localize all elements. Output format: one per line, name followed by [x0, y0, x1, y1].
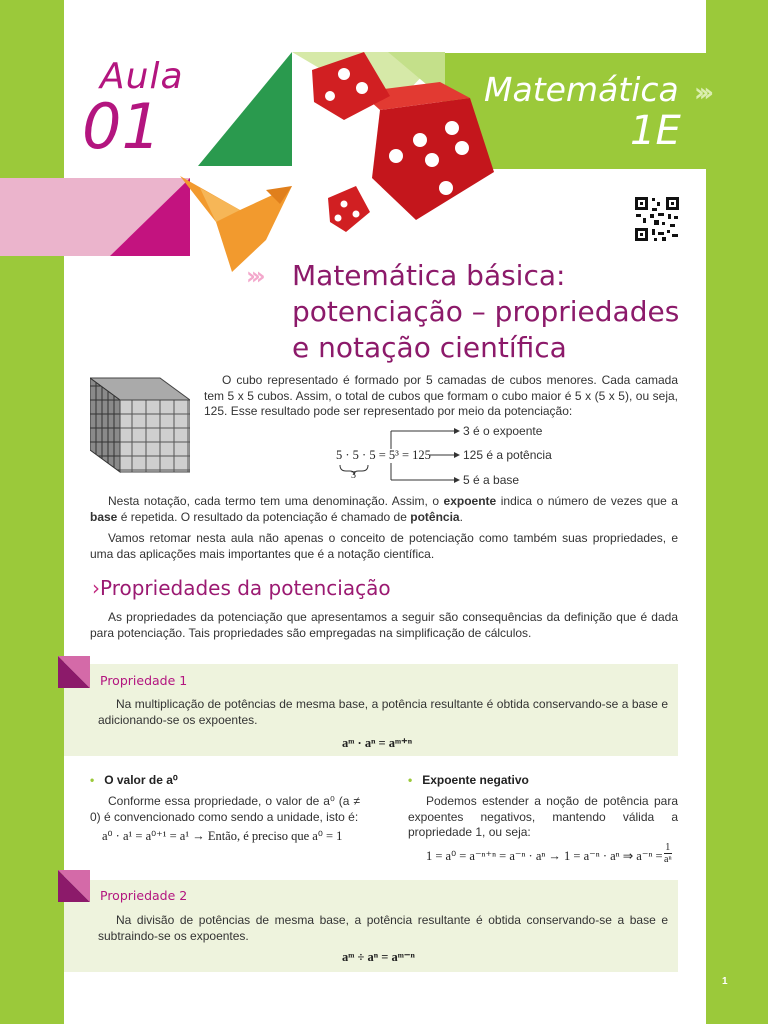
- propriedade-2-text: Na divisão de potências de mesma base, a potência resultante é obtida conservando-se a base e subtraindo-se os expoentes.: [98, 913, 668, 943]
- bullet-right-formula: 1 = a⁰ = a⁻ⁿ⁺ⁿ = a⁻ⁿ · aⁿ → 1 = a⁻ⁿ · aⁿ ⇒ a⁻ⁿ =: [426, 849, 663, 863]
- notation-term-base: base: [90, 509, 118, 524]
- cube-illustration: [90, 372, 190, 474]
- fraction-numerator: 1: [665, 842, 671, 853]
- bullet-right-text: Podemos estender a noção de potência para expoentes negativos, mantendo válida a propriedade 1, ou seja:: [408, 794, 678, 839]
- power-diagram-arrows: [336, 425, 466, 491]
- section-chevron-icon: ›: [92, 576, 100, 600]
- lesson-title-line-2: potenciação – propriedades: [292, 295, 680, 328]
- lesson-label: Aula: [100, 56, 184, 97]
- magenta-triangle: [110, 178, 190, 256]
- propriedade-2-marker-icon: [58, 870, 90, 902]
- lesson-title-line-3: e notação científica: [292, 331, 567, 364]
- lesson-number: 01: [82, 90, 161, 163]
- subject-title: Matemática: [484, 70, 679, 109]
- notation-text-3: é repetida. O resultado da potenciação é chamado de: [117, 509, 411, 524]
- bullet-left-heading: [90, 773, 178, 789]
- section-heading: [92, 576, 391, 600]
- bullet-right-heading: [408, 773, 529, 789]
- green-triangle: [198, 52, 292, 166]
- subject-code: 1E: [630, 108, 681, 154]
- page-number: 1: [722, 976, 728, 987]
- notation-text-1: Nesta notação, cada termo tem uma denominação. Assim, o: [108, 494, 444, 508]
- bullet-right-fraction: [664, 842, 672, 865]
- intro-paragraph: O cubo representado é formado por 5 camadas de cubos menores. Cada camada tem 5 x 5 cubos. Assim, o total de cubos que formam o cubo maior é 5 x (5 x 5), ou seja, 125. Esse resultado pode ser representado por meio da potenciação:: [204, 373, 678, 418]
- fraction-denominator: aⁿ: [664, 854, 672, 865]
- lesson-title: [292, 258, 692, 366]
- propriedade-2-title: Propriedade 2: [100, 888, 188, 903]
- propriedade-1-text: Na multiplicação de potências de mesma base, a potência resultante é obtida conservando-se a base e adicionando-se os expoentes.: [98, 697, 668, 727]
- label-power: 125 é a potência: [463, 448, 552, 462]
- notation-paragraph: [90, 494, 678, 525]
- notation-term-potencia: potência: [410, 509, 460, 524]
- title-chevrons-icon: ›››: [246, 262, 261, 290]
- bullet-left-formula: a⁰ · a¹ = a⁰⁺¹ = a¹ → Então, é preciso que a⁰ = 1: [102, 829, 343, 843]
- label-exponent: 3 é o expoente: [463, 424, 543, 438]
- notation-term-expoente: expoente: [443, 494, 497, 508]
- bullet-left-text: Conforme essa propriedade, o valor de a⁰ (a ≠ 0) é convencionado como sendo a unidade, isto é:: [90, 794, 360, 824]
- dice-large: [360, 82, 494, 220]
- notation-text-2: indica o número de vezes que a: [496, 494, 678, 508]
- label-base: 5 é a base: [463, 473, 520, 487]
- qr-code-icon[interactable]: [634, 196, 680, 242]
- propriedade-1-title: Propriedade 1: [100, 673, 188, 688]
- propriedade-1-marker-icon: [58, 656, 90, 688]
- bullet-left-heading-text: O valor de a⁰: [104, 773, 178, 787]
- section-paragraph: As propriedades da potenciação que apresentamos a seguir são consequências da definição que é dada para potenciação. Tais propriedades são empregadas na simplificação de cálculos.: [90, 610, 678, 640]
- header-chevrons-icon: ›››: [694, 78, 709, 108]
- dice-small: [328, 186, 370, 232]
- power-expression: 5 · 5 · 5 = 5³ = 125: [336, 448, 431, 462]
- bullet-dot-icon: •: [90, 773, 95, 787]
- brace-label: 3: [351, 470, 356, 481]
- notation-text-4: .: [459, 509, 463, 524]
- retomar-paragraph: Vamos retomar nesta aula não apenas o conceito de potenciação como também suas propriedades, e uma das aplicações mais importantes que é a notação científica.: [90, 531, 678, 561]
- section-heading-text: Propriedades da potenciação: [100, 576, 391, 600]
- propriedade-2-formula: aᵐ ÷ aⁿ = aᵐ⁻ⁿ: [342, 950, 415, 964]
- lesson-title-line-1: Matemática básica:: [292, 259, 566, 292]
- propriedade-1-formula: aᵐ · aⁿ = aᵐ⁺ⁿ: [342, 736, 413, 750]
- bullet-dot-icon: •: [408, 773, 413, 787]
- bullet-right-heading-text: Expoente negativo: [422, 773, 529, 787]
